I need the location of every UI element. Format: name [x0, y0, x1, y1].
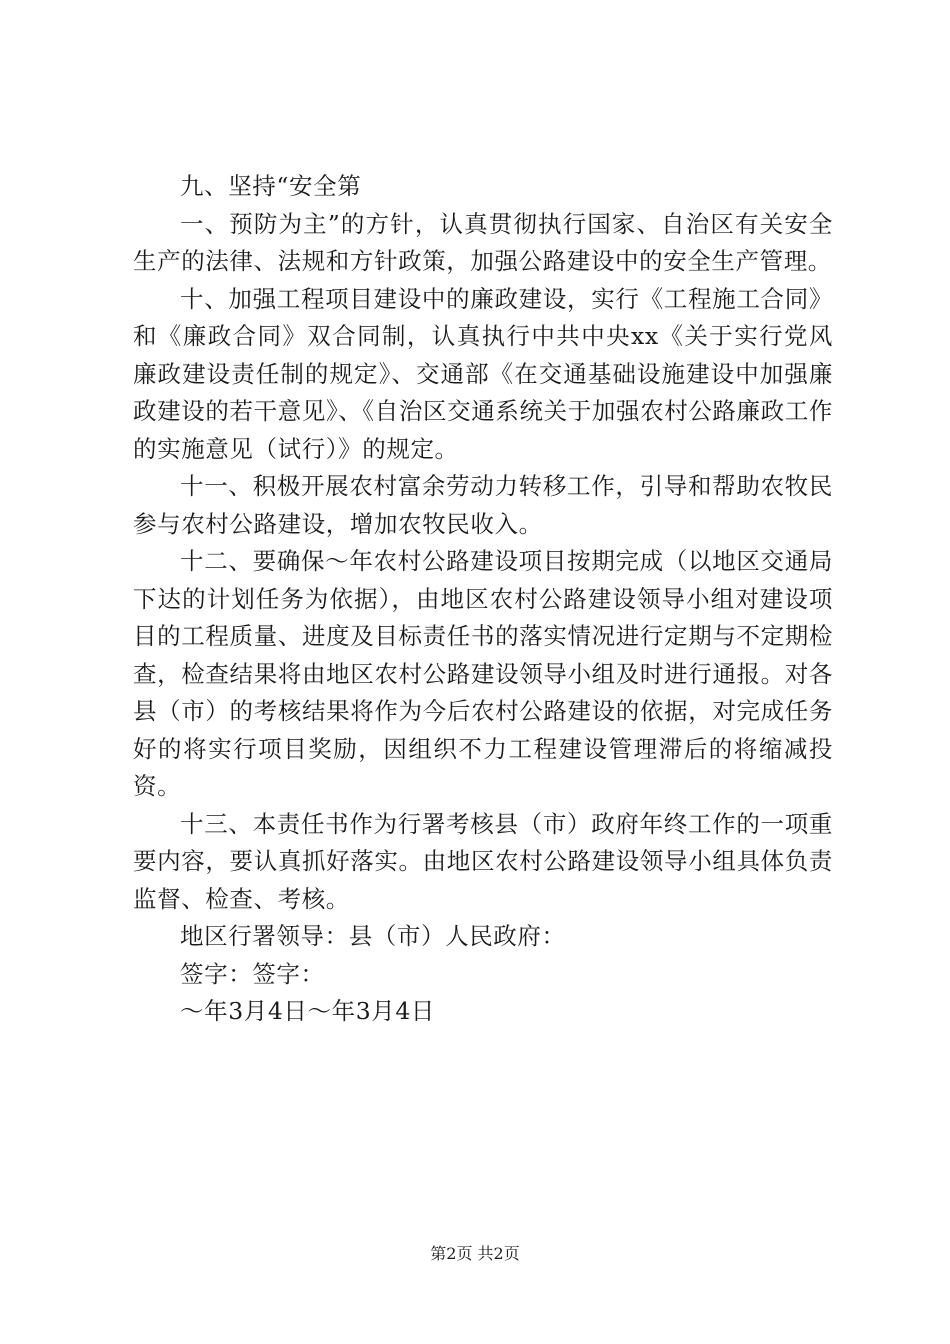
- paragraph-13: 十三、本责任书作为行署考核县（市）政府年终工作的一项重要内容，要认真抓好落实。由地区农村公路建设领导小组具体负责监督、检查、考核。: [133, 809, 833, 913]
- page-number: 第2页 共2页: [430, 1244, 520, 1263]
- signature-dates: ～年3月4日～年3月4日: [180, 997, 436, 1025]
- paragraph-9: 九、坚持“安全第: [180, 172, 362, 200]
- document-body: [133, 168, 833, 1031]
- paragraph-12: 十二、要确保～年农村公路建设项目按期完成（以地区交通局下达的计划任务为依据），由地区农村公路建设领导小组对建设项目的工程质量、进度及目标责任书的落实情况进行定期与不定期检查，检查结果将由地区农村公路建设领导小组及时进行通报。对各县（市）的考核结果将作为今后农村公路建设的依据，对完成任务好的将实行项目奖励，因组织不力工程建设管理滞后的将缩减投资。: [133, 547, 833, 800]
- paragraph-11: 十一、积极开展农村富余劳动力转移工作，引导和帮助农牧民参与农村公路建设，增加农牧民收入。: [133, 472, 833, 538]
- paragraph-10: 十、加强工程项目建设中的廉政建设，实行《工程施工合同》和《廉政合同》双合同制，认真执行中共中央xx《关于实行党风廉政建设责任制的规定》、交通部《在交通基础设施建设中加强廉政建设的若干意见》、《自治区交通系统关于加强农村公路廉政工作的实施意见（试行）》的规定。: [133, 284, 833, 463]
- paragraph-safety: 一、预防为主”的方针，认真贯彻执行国家、自治区有关安全生产的法律、法规和方针政策，加强公路建设中的安全生产管理。: [133, 209, 833, 275]
- signature-parties: 地区行署领导：县（市）人民政府：: [180, 922, 566, 950]
- signature-sign: 签字：签字：: [180, 959, 325, 988]
